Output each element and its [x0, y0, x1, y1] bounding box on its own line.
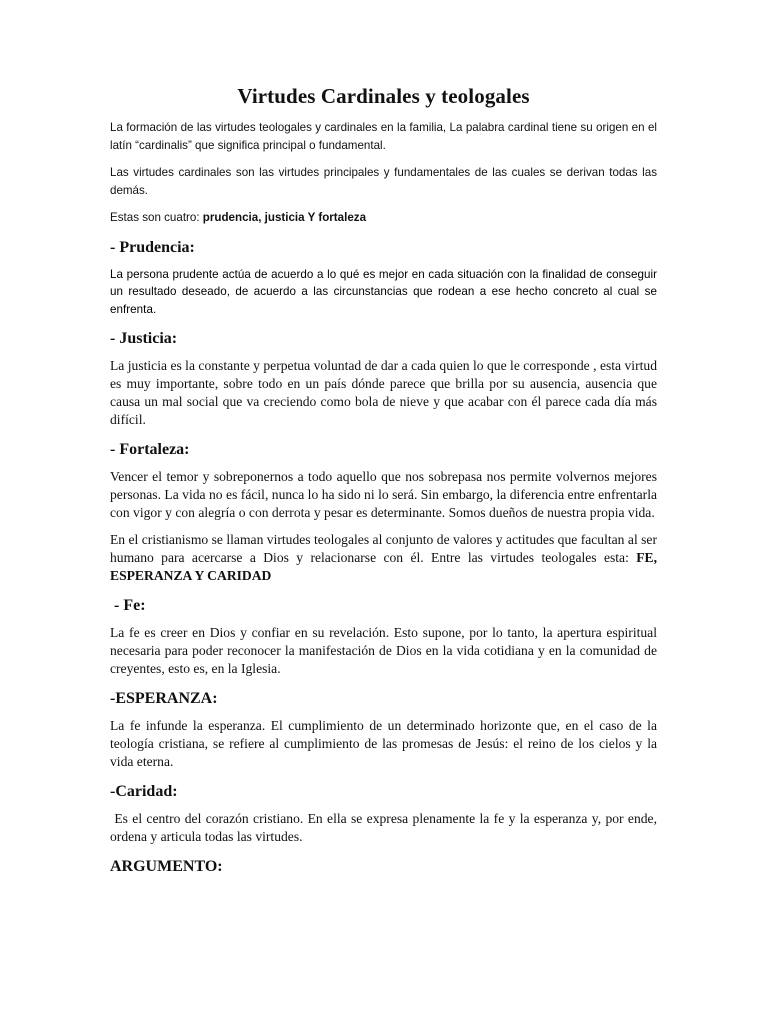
caridad-heading: -Caridad:	[110, 783, 178, 800]
theological-virtues-list: FE, ESPERANZA Y CARIDAD	[110, 550, 657, 583]
justicia-paragraph: La justicia es la constante y perpetua voluntad de dar a cada quien lo que le corresponde , esta virtud es muy importante, sobre todo en un país dónde parece que brilla por su ausencia, ausencia que causa un mal social que va creciendo como bola de nieve y que acabar con él parece cada día más difícil.	[110, 358, 657, 427]
fe-paragraph: La fe es creer en Dios y confiar en su revelación. Esto supone, por lo tanto, la apertura espiritual necesaria para poder reconocer la manifestación de Dios en la vida cotidiana y en la comunidad de creyentes, esto es, en la Iglesia.	[110, 625, 657, 676]
intro-paragraph-3-prefix: Estas son cuatro:	[110, 211, 203, 224]
intro-paragraph-1: La formación de las virtudes teologales y cardinales en la familia, La palabra cardinal tiene su origen en el latín “cardinalis” que significa principal o fundamental.	[110, 121, 657, 152]
esperanza-paragraph: La fe infunde la esperanza. El cumplimiento de un determinado horizonte que, en el caso de la teología cristiana, se refiere al cumplimiento de las promesas de Jesús: el reino de los cielos y la vida eterna.	[110, 718, 657, 769]
document-page	[110, 84, 661, 885]
argumento-heading: ARGUMENTO:	[110, 858, 223, 875]
prudencia-heading: - Prudencia:	[110, 238, 195, 256]
fe-heading: - Fe:	[110, 597, 146, 614]
esperanza-heading: -ESPERANZA:	[110, 690, 218, 707]
cardinal-virtues-list: prudencia, justicia Y fortaleza	[202, 211, 367, 224]
teologales-text: En el cristianismo se llaman virtudes teologales al conjunto de valores y actitudes que facultan al ser humano para acercarse a Dios y relacionarse con él. Entre las virtudes teologales esta:	[110, 532, 657, 565]
prudencia-paragraph: La persona prudente actúa de acuerdo a lo qué es mejor en cada situación con la finalidad de conseguir un resultado deseado, de acuerdo a las circunstancias que rodean a ese hecho concreto al cual se enfrenta.	[110, 267, 657, 316]
intro-paragraph-3	[110, 209, 657, 227]
document-title: Virtudes Cardinales y teologales	[237, 84, 530, 108]
teologales-paragraph	[110, 531, 657, 585]
caridad-paragraph: Es el centro del corazón cristiano. En ella se expresa plenamente la fe y la esperanza y, por ende, ordena y articula todas las virtudes.	[110, 811, 661, 844]
fortaleza-heading: - Fortaleza:	[110, 441, 190, 458]
justicia-heading: - Justicia:	[110, 330, 178, 347]
intro-paragraph-2: Las virtudes cardinales son las virtudes principales y fundamentales de las cuales se derivan todas las demás.	[110, 166, 657, 197]
fortaleza-paragraph: Vencer el temor y sobreponernos a todo aquello que nos sobrepasa nos permite volvernos mejores personas. La vida no es fácil, nunca lo ha sido ni lo será. Sin embargo, la diferencia entre enfrentarla con vigor y con alegría o con derrota y pesar es determinante. Somos dueños de nuestra propia vida.	[110, 469, 657, 520]
